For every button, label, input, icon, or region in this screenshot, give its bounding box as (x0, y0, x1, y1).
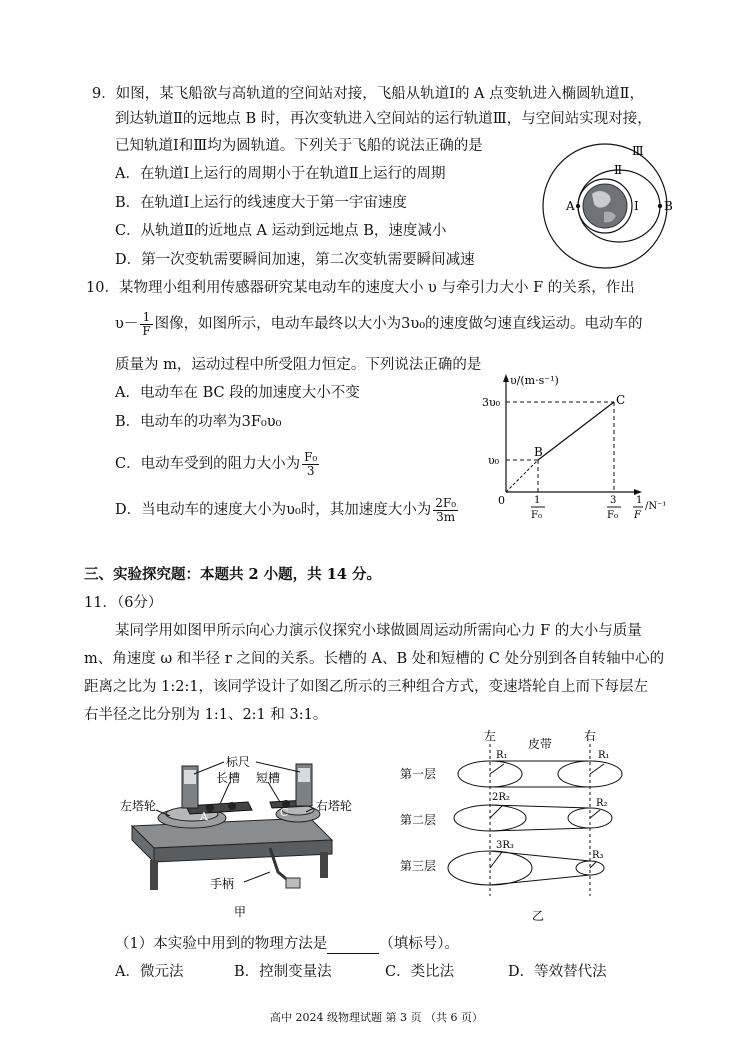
label-layer-1: 第一层 (400, 767, 437, 781)
layer1-left-r: R₁ (496, 750, 508, 761)
label-long-slot: 长槽 (216, 771, 241, 785)
q9-stem-line3: 已知轨道Ⅰ和Ⅲ均为圆轨道。下列关于飞船的说法正确的是 (115, 138, 483, 154)
label-a: A (200, 810, 208, 823)
y-axis-arrow (503, 374, 509, 382)
label-left-wheel: 左塔轮 (120, 799, 157, 813)
q10-stem-prefix: υ－ (115, 316, 139, 332)
segment-ob (506, 460, 538, 492)
q10-option-d (115, 492, 460, 528)
layer1-left-radius (490, 764, 504, 774)
x-tick2-num: 3 (610, 495, 617, 506)
layer2-left-radius (490, 806, 502, 818)
segment-bc (538, 402, 614, 460)
orbit-figure (530, 142, 680, 270)
layer3-right-r: R₃ (592, 850, 604, 861)
layer2-right-r: R₂ (596, 798, 608, 809)
layer2-left-r: 2R₂ (492, 792, 510, 803)
label-ruler: 标尺 (226, 755, 251, 769)
layer3-right-radius (590, 862, 596, 868)
q10-option-c-den: 3 (306, 463, 315, 478)
q11-para-line1: 某同学用如图甲所示向心力演示仪探究小球做圆周运动所需向心力 F 的大小与质量 (115, 623, 642, 639)
x-tick1-num: 1 (534, 495, 541, 506)
q10-option-c-num: F₀ (304, 449, 318, 464)
x-label-den: F (634, 510, 641, 521)
q11-para-line3: 距离之比为 1:2:1，该同学设计了如图乙所示的三种组合方式，变速塔轮自上而下每层左 (84, 679, 649, 695)
q9-option-d: D．第一次变轨需要瞬间加速，第二次变轨需要瞬间减速 (115, 252, 475, 268)
left-scale (184, 770, 196, 784)
layer3-left-r: 3R₃ (496, 840, 514, 851)
section-3-heading: 三、实验探究题：本题共 2 小题，共 14 分。 (84, 566, 381, 583)
label-layer-2: 第二层 (400, 813, 437, 827)
point-a-dot (576, 204, 580, 208)
point-b-label: B (534, 445, 543, 459)
q9-stem-line2: 到达轨道Ⅱ的远地点 B 时，再次变轨进入空间站的运行轨道Ⅲ，与空间站实现对接， (115, 111, 652, 127)
label-belt: 皮带 (528, 737, 553, 751)
handle-grip (286, 878, 300, 888)
q9-option-a: A．在轨道Ⅰ上运行的周期小于在轨道Ⅱ上运行的周期 (115, 166, 446, 182)
x-tick2-den: F₀ (607, 510, 618, 521)
layer1-right-r: R₁ (598, 750, 610, 761)
q11-sub1-option-c: C．类比法 (385, 964, 455, 980)
q10-option-c-text: C．电动车受到的阻力大小为 (115, 456, 301, 472)
q10-option-c (115, 446, 321, 482)
caption-jia: 甲 (234, 905, 247, 919)
ball-b (228, 802, 236, 810)
q10-option-a: A．电动车在 BC 段的加速度大小不变 (115, 385, 360, 401)
label-short-slot: 短槽 (256, 771, 281, 785)
q11-sub1-answer-blank[interactable] (327, 939, 379, 954)
q9-stem-line1: 9．如图，某飞船欲与高轨道的空间站对接，飞船从轨道Ⅰ的 A 点变轨进入椭圆轨道Ⅱ， (92, 86, 644, 102)
layer3-belt-bottom (490, 875, 590, 885)
q10-stem-line2 (115, 306, 643, 342)
q9-option-b: B．在轨道Ⅰ上运行的线速度大于第一宇宙速度 (115, 195, 407, 211)
q11-sub1-option-d: D．等效替代法 (508, 964, 607, 980)
label-handle: 手柄 (210, 877, 235, 891)
layer1-right-radius (590, 764, 604, 774)
x-label-num: 1 (636, 495, 643, 506)
q10-option-d-text: D．当电动车的速度大小为υ₀时，其加速度大小为 (115, 502, 432, 518)
y-axis-label: υ/(m·s⁻¹) (510, 374, 559, 387)
x-label-unit: /N⁻¹ (645, 501, 667, 512)
table-leg (320, 852, 328, 878)
label-b: B (228, 810, 237, 823)
point-b-label: B (664, 199, 673, 213)
table-leg (150, 860, 158, 890)
q11-para-line2: m、角速度 ω 和半径 r 之间的关系。长槽的 A、B 处和短槽的 C 处分别到各自转轴中心的 (84, 651, 665, 667)
label-layer-3: 第三层 (400, 859, 437, 873)
q11-sub1-option-a: A．微元法 (115, 964, 184, 980)
point-a-label: A (566, 199, 575, 213)
x-tick1-den: F₀ (531, 510, 542, 521)
point-c-label: C (616, 393, 626, 407)
orbit-ii-label: Ⅱ (614, 163, 623, 177)
right-scale (298, 768, 310, 782)
y-tick-v0: υ₀ (488, 454, 500, 467)
q10-stem-suffix: 图像，如图所示，电动车最终以大小为3υ₀的速度做匀速直线运动。电动车的 (154, 316, 643, 332)
q11-sub1-prompt: （1）本实验中用到的物理方法是 (115, 936, 328, 952)
layer3-left-radius (490, 852, 502, 868)
caption-yi: 乙 (532, 909, 545, 923)
label-right-wheel: 右塔轮 (316, 799, 353, 813)
label-right: 右 (584, 729, 597, 743)
label-left: 左 (484, 729, 497, 743)
q10-option-b: B．电动车的功率为3F₀υ₀ (115, 414, 282, 430)
origin-label: 0 (498, 494, 505, 507)
q10-frac-num: 1 (140, 311, 152, 325)
q11-head: 11．（6分） (84, 595, 163, 611)
orbit-iii-label: Ⅲ (632, 144, 644, 158)
q10-option-d-den: 3m (436, 509, 456, 524)
q10-stem-line3: 质量为 m，运动过程中所受阻力恒定。下列说法正确的是 (115, 357, 482, 373)
orbit-i-label: Ⅰ (634, 199, 639, 213)
figure-yi-pulleys (398, 728, 668, 924)
v-inverse-f-graph (476, 370, 716, 530)
layer3-belt-top (490, 851, 590, 861)
page-footer: 高中 2024 级物理试题 第 3 页 （共 6 页） (270, 1011, 483, 1024)
point-b-dot (658, 204, 662, 208)
q10-stem-line1: 10．某物理小组利用传感器研究某电动车的速度大小 υ 与牵引力大小 F 的关系，作出 (86, 280, 635, 296)
q11-sub1 (115, 934, 459, 954)
q11-sub1-option-b: B．控制变量法 (234, 964, 332, 980)
y-tick-3v0: 3υ₀ (482, 396, 501, 409)
layer2-right-radius (590, 810, 600, 818)
q9-option-c: C．从轨道Ⅱ的近地点 A 运动到远地点 B，速度减小 (115, 223, 447, 239)
figure-jia-apparatus (120, 748, 360, 920)
leader-handle (244, 872, 270, 882)
q10-frac-den: F (142, 323, 151, 338)
q11-para-line4: 右半径之比分别为 1:1、2:1 和 3:1。 (84, 707, 328, 723)
leader-long (220, 782, 230, 804)
q10-option-d-num: 2F₀ (435, 495, 457, 510)
label-c: C (280, 806, 289, 819)
q11-sub1-hint: （填标号）。 (379, 936, 459, 952)
leader-short (268, 782, 280, 802)
